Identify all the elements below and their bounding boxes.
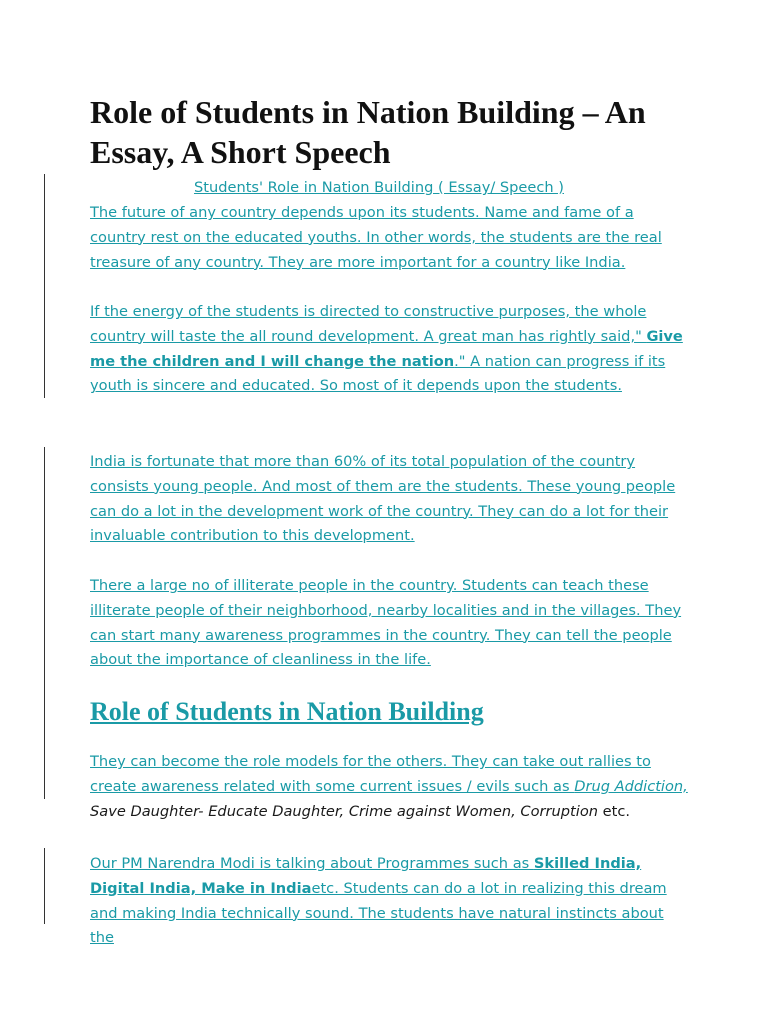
paragraph-6-text[interactable] xyxy=(90,855,667,946)
section-heading[interactable]: Role of Students in Nation Building xyxy=(90,697,484,726)
paragraph-5[interactable] xyxy=(90,750,690,824)
paragraph-1-link[interactable]: The future of any country depends upon its students. Name and fame of a country rest on the educated youths. In other words, the students are the real treasure of any country. They are more important for a country like India. xyxy=(90,204,662,271)
programmes-list: Skilled India, Digital India, Make in India xyxy=(90,855,642,897)
page-title: Role of Students in Nation Building – An Essay, A Short Speech xyxy=(90,94,646,170)
paragraph-2-before: If the energy of the students is directed to constructive purposes, the whole country will taste the all round development. A great man has rightly said," xyxy=(90,303,647,345)
margin-bar xyxy=(44,848,45,924)
paragraph-4[interactable] xyxy=(90,574,690,673)
famous-quote: Give me the children and I will change the nation xyxy=(90,327,683,370)
paragraph-6-before: Our PM Narendra Modi is talking about Programmes such as xyxy=(90,855,534,872)
margin-bar xyxy=(44,174,45,398)
paragraph-2-after: ." A nation can progress if its youth is sincere and educated. So most of it depends upon the students. xyxy=(90,352,666,395)
paragraph-3[interactable] xyxy=(90,450,690,549)
paragraph-6[interactable] xyxy=(90,852,690,951)
paragraph-1[interactable] xyxy=(90,201,690,275)
paragraph-4-link[interactable]: There a large no of illiterate people in the country. Students can teach these illiterate people of their neighborhood, nearby localities and in the villages. They can start many awareness programmes in the country. They can tell the people about the importance of cleanliness in the life. xyxy=(90,577,682,669)
causes-list: Save Daughter- Educate Daughter, Crime against Women, Corruption xyxy=(90,802,598,820)
paragraph-3-link[interactable]: India is fortunate that more than 60% of its total population of the country consists young people. And most of them are the students. These young people can do a lot in the development work of the country. They can do a lot for their invaluable contribution to this development. xyxy=(90,453,676,545)
paragraph-2[interactable] xyxy=(90,300,690,399)
etc-text: etc. xyxy=(598,802,631,820)
paragraph-5-body: They can become the role models for the others. They can take out rallies to create awareness related with some current issues / evils such as xyxy=(90,753,651,795)
subtitle-link[interactable]: Students' Role in Nation Building ( Essay/ Speech ) xyxy=(193,179,564,196)
margin-bar xyxy=(44,447,45,799)
paragraph-5-text[interactable] xyxy=(90,753,688,795)
paragraph-2-text[interactable] xyxy=(90,303,683,394)
paragraph-6-after: etc. Students can do a lot in realizing this dream and making India technically sound. The students have natural instincts about the xyxy=(90,879,667,947)
drug-addiction-text: Drug Addiction, xyxy=(574,777,688,795)
